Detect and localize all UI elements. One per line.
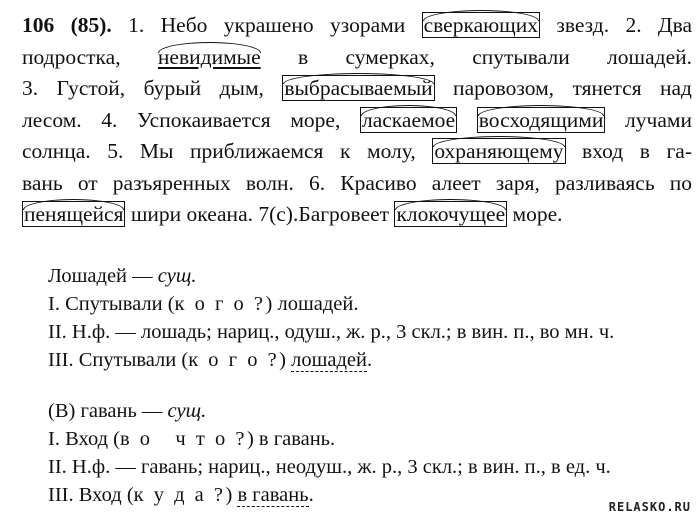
text-segment: вань от разъяренных волн. 6. Красиво алеет заря, разливаясь по: [22, 170, 692, 195]
analysis-line-3: [48, 481, 688, 509]
question: в о ч т о ?: [120, 428, 247, 450]
exercise-number: 106 (85).: [22, 13, 112, 37]
analysis-line-1: [48, 425, 688, 453]
text-segment: ): [279, 349, 292, 371]
question: к у д а ?: [133, 484, 226, 506]
exercise-line: [22, 10, 692, 42]
text-segment: I. Спутывали (: [48, 293, 175, 315]
text-segment: 3. Густой, бурый дым,: [22, 76, 283, 100]
participle-klokochushchee: клокочущее: [396, 202, 506, 226]
object-word: лошадей: [291, 349, 367, 371]
text-segment: .: [308, 484, 314, 506]
text-segment: .: [367, 349, 373, 371]
exercise-line: [22, 136, 692, 168]
text-segment: ) лошадей.: [265, 293, 359, 315]
analysis-word: Лошадей —: [48, 265, 158, 287]
text-segment: вход в га-: [565, 139, 693, 163]
text-segment: паровозом, тянется над: [434, 76, 692, 100]
participle-okhranyayushchemu: охраняющему: [434, 139, 564, 163]
participle-vybrasyvaemyy: выбрасываемый: [284, 76, 433, 100]
text-segment: шири океана. 7(с).Багровеет: [125, 202, 395, 226]
exercise-line: [22, 199, 692, 231]
text-segment: ): [225, 484, 238, 506]
text-segment: подростка,: [22, 44, 158, 69]
analysis-line-1: [48, 290, 688, 318]
exercise-line: [22, 42, 692, 74]
text-segment: звезд. 2. Два: [540, 13, 693, 37]
exercise-paragraph: [22, 10, 692, 231]
text-segment: лесом. 4. Успокаивается море,: [22, 107, 360, 132]
analysis-block-2: [48, 397, 688, 509]
analysis-line-2: II. Н.ф. — гавань; нариц., неодуш., ж. р., 3 скл.; в вин. п., в ед. ч.: [48, 456, 611, 478]
text-segment: в сумерках, спутывали лошадей.: [260, 44, 692, 69]
exercise-line: [22, 73, 692, 105]
analysis-title: [48, 397, 688, 425]
watermark: RELASKO.RU: [608, 500, 691, 514]
part-of-speech: сущ.: [167, 400, 207, 422]
text-segment: [457, 108, 477, 132]
part-of-speech: сущ.: [157, 265, 197, 287]
text-segment: ) в гавань.: [246, 428, 336, 450]
text-segment: I. Вход (: [48, 428, 120, 450]
object-word: в гавань: [237, 484, 309, 506]
question: к о г о ?: [188, 349, 280, 371]
exercise-line: [22, 168, 692, 200]
analysis-title: [48, 262, 688, 290]
text-segment: III. Спутывали (: [48, 349, 189, 371]
question: к о г о ?: [174, 293, 266, 315]
participle-sverkayushchikh: сверкающих: [423, 13, 538, 37]
text-segment: 1. Небо украшено узорами: [128, 13, 422, 37]
analysis-line-3: [48, 346, 688, 374]
text-segment: солнца. 5. Мы приближаемся к молу,: [22, 139, 433, 163]
participle-voskhodyashchimi: восходящими: [478, 107, 604, 132]
exercise-line: [22, 105, 692, 137]
text-segment: лучами: [605, 107, 692, 132]
analysis-block-1: [48, 262, 688, 374]
participle-penyashcheysya: пенящейся: [24, 202, 124, 226]
text-segment: море.: [507, 202, 563, 226]
participle-nevidimye: невидимые: [157, 44, 261, 69]
participle-laskaemoe: ласкаемое: [361, 107, 456, 132]
analysis-word: (В) гавань —: [48, 400, 168, 422]
analysis-line-2: II. Н.ф. — лошадь; нариц., одуш., ж. р., 3 скл.; в вин. п., во мн. ч.: [48, 321, 615, 343]
text-segment: III. Вход (: [48, 484, 134, 506]
